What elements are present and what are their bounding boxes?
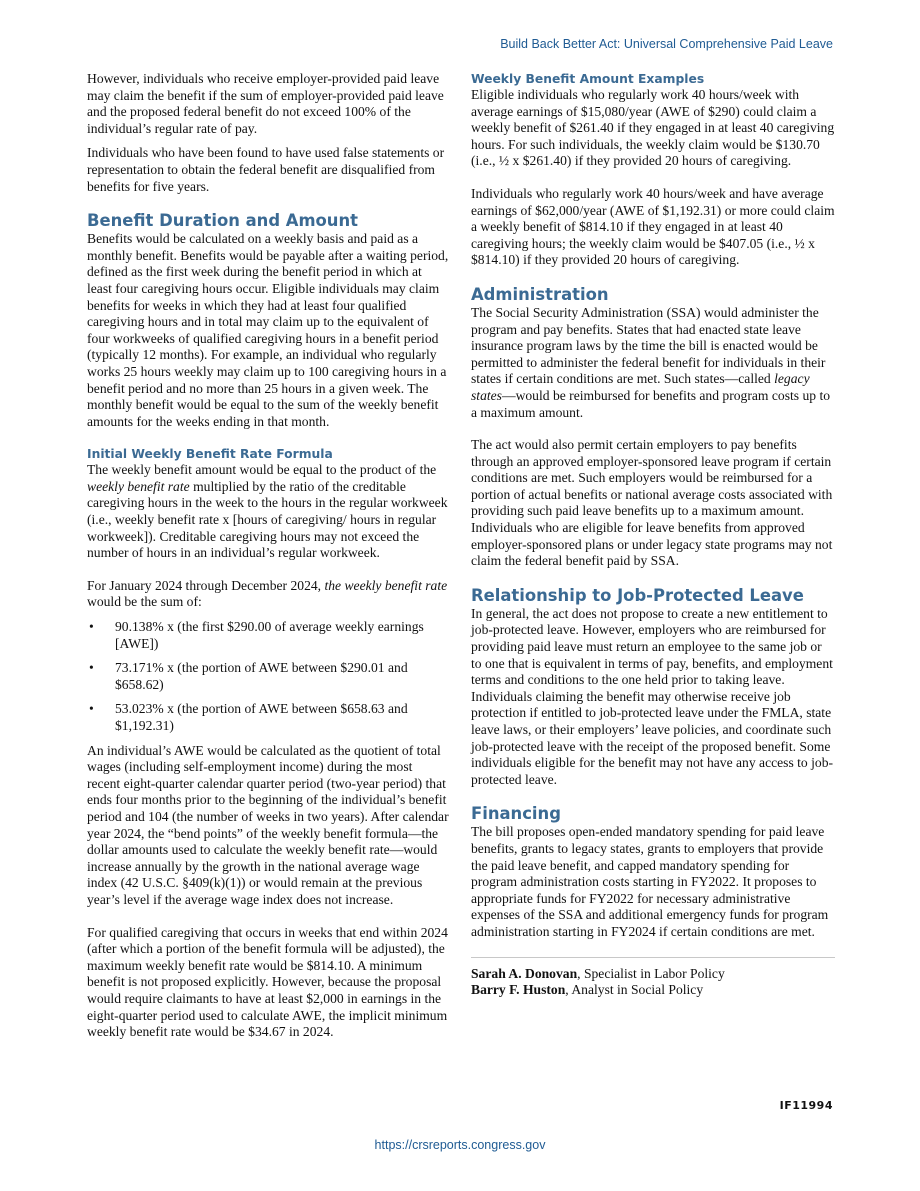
author-title: , Analyst in Social Policy bbox=[565, 982, 704, 998]
document-id: IF11994 bbox=[779, 1099, 833, 1112]
text-run: —would be reimbursed for benefits and program costs up to a maximum amount. bbox=[471, 387, 831, 420]
paragraph-job-protected-leave: In general, the act does not propose to create a new entitlement to job-protected leave. However, employers who are reimbursed for providing paid leave must return an employee to the same job or to one that is equivalent in terms of pay, benefits, and employment terms and conditions to the one held prior to taking leave. Individuals claiming the benefit may otherwise receive job protection if entitled to job-protected leave under the FMLA, state leave laws, or their employers’ leave policies, and coordinate such job-protected leave with the receipt of the proposed benefit. Some individuals eligible for the benefit may not have any access to job-protected leave. bbox=[471, 605, 834, 787]
left-column bbox=[87, 71, 449, 1057]
paragraph-weekly-benefit-amount bbox=[87, 462, 449, 562]
author-title: , Specialist in Labor Policy bbox=[577, 965, 725, 981]
emphasis-weekly-benefit-rate: weekly benefit rate bbox=[87, 478, 190, 494]
author-block bbox=[471, 966, 835, 999]
paragraph-benefit-rate-intro bbox=[87, 578, 449, 611]
paragraph-awe-calculation: An individual’s AWE would be calculated as the quotient of total wages (including self-employment income) during the most recent eight-quarter calendar quarter period (two-year period) that ends four months prior to the beginning of the individual’s benefit period and 104 (the number of weeks in two years). After calendar year 2024, the “bend points” of the weekly benefit formula—the dollar amounts used to calculate the weekly benefit rate—would increase annually by the growth in the national average wage index (42 U.S.C. §409(k)(1)) or would remain at the previous year’s level if the average wage index does not increase. bbox=[87, 742, 449, 907]
heading-benefit-duration: Benefit Duration and Amount bbox=[87, 211, 358, 231]
paragraph-benefit-duration: Benefits would be calculated on a weekly basis and paid as a monthly benefit. Benefits would be payable after a waiting period, defined as the first week during the benefit period in which at least four caregiving hours occur. Eligible individuals may claim benefits for weeks in which they had at least four qualified caregiving hours and in total may claim up to the equivalent of four workweeks of qualified caregiving hours in a benefit period (typically 12 months). For example, an individual who regularly works 25 hours weekly may claim up to 100 caregiving hours in a benefit period and no more than 25 hours in a given week. The monthly benefit would be equal to the sum of the weekly benefit amounts for the weeks ending in that month. bbox=[87, 231, 449, 429]
emphasis-the-weekly-benefit-rate: the weekly benefit rate bbox=[324, 577, 448, 593]
list-item: • 90.138% x (the first $290.00 of average weekly earnings [AWE]) bbox=[87, 619, 449, 652]
running-header: Build Back Better Act: Universal Comprehensive Paid Leave bbox=[500, 37, 833, 51]
author-line bbox=[471, 966, 835, 983]
benefit-rate-list bbox=[87, 619, 449, 735]
paragraph-disqualification: Individuals who have been found to have used false statements or representation to obtain the federal benefit are disqualified from benefits for five years. bbox=[87, 145, 445, 194]
heading-administration: Administration bbox=[471, 284, 609, 304]
author-line bbox=[471, 982, 835, 999]
text-run: The weekly benefit amount would be equal to the product of the bbox=[87, 462, 437, 478]
paragraph-financing: The bill proposes open-ended mandatory spending for paid leave benefits, grants to legacy states, grants to employers that provide the paid leave benefit, and capped mandatory spending for program administration costs starting in FY2022. It proposes to appropriate funds for FY2022 for necessary administrative expenses of the SSA and additional emergency funds for program administration starting in FY2024 if certain conditions are met. bbox=[471, 824, 829, 939]
text-run: For January 2024 through December 2024, bbox=[87, 577, 325, 593]
paragraph-example-low-earnings: Eligible individuals who regularly work 40 hours/week with average earnings of $15,080/year (AWE of $290) could claim a weekly benefit of $261.40 if they engaged in at least 40 caregiving hours. For such individuals, the weekly claim would be $130.70 (i.e., ½ x $261.40) if they provided 20 hours of caregiving. bbox=[471, 87, 835, 169]
heading-weekly-benefit-examples: Weekly Benefit Amount Examples bbox=[471, 72, 705, 86]
authors-divider bbox=[471, 957, 835, 958]
list-item: • 53.023% x (the portion of AWE between $658.63 and $1,192.31) bbox=[87, 701, 449, 734]
footer-url-link[interactable]: https://crsreports.congress.gov bbox=[374, 1138, 546, 1152]
paragraph-ssa-administration bbox=[471, 305, 835, 421]
paragraph-employer-paid-leave: However, individuals who receive employer-provided paid leave may claim the benefit if the sum of employer-provided paid leave and the proposed federal benefit do not exceed 100% of the individual’s regular rate of pay. bbox=[87, 71, 444, 136]
heading-weekly-benefit-formula: Initial Weekly Benefit Rate Formula bbox=[87, 447, 333, 462]
list-item: • 73.171% x (the portion of AWE between $290.01 and $658.62) bbox=[87, 660, 449, 693]
text-run: The Social Security Administration (SSA) would administer the program and pay benefits. States that had enacted state leave insurance program laws by the time the bill is enacted would be permitted to administer the federal benefit for individuals in their states if certain conditions are met. Such states—called bbox=[471, 304, 826, 387]
heading-job-protected-leave: Relationship to Job-Protected Leave bbox=[471, 585, 804, 605]
text-run: would be the sum of: bbox=[87, 594, 202, 610]
author-name: Sarah A. Donovan bbox=[471, 965, 578, 981]
text-run: multiplied by the ratio of the creditable caregiving hours in the week to the hours in the regular workweek (i.e., weekly benefit rate x [hours of caregiving/ hours in regular workweek]). Creditable caregiving hours may not exceed the number of hours in an individual’s regular workweek. bbox=[87, 478, 448, 561]
right-column bbox=[471, 71, 835, 999]
paragraph-employer-sponsored: The act would also permit certain employers to pay benefits through an approved employer-sponsored leave program if certain conditions are met. Such employers would be reimbursed for a portion of actual benefits or national average costs associated with providing such paid leave benefits up to a maximum amount. Individuals who are eligible for leave benefits from approved employer-sponsored plans or under legacy state programs may not claim the federal benefit paid by SSA. bbox=[471, 437, 833, 569]
paragraph-maximum-benefit: For qualified caregiving that occurs in weeks that end within 2024 (after which a portion of the benefit formula will be adjusted), the maximum weekly benefit rate would be $814.10. A minimum benefit is not proposed explicitly. However, because the proposal would require claimants to have at least $2,000 in earnings in the eight-quarter period used to calculate AWE, the implicit minimum weekly benefit rate would be $34.67 in 2024. bbox=[87, 924, 448, 1040]
paragraph-example-high-earnings: Individuals who regularly work 40 hours/week and have average earnings of $62,000/year (AWE of $1,192.31) or more could claim a weekly benefit of $814.10 if they engaged in at least 40 caregiving hours; the weekly claim would be $407.05 (i.e., ½ x $814.10) if they provided 20 hours of caregiving. bbox=[471, 185, 835, 268]
author-name: Barry F. Huston bbox=[471, 982, 566, 998]
emphasis-legacy-states: legacy states bbox=[471, 371, 810, 403]
heading-financing: Financing bbox=[471, 804, 561, 824]
